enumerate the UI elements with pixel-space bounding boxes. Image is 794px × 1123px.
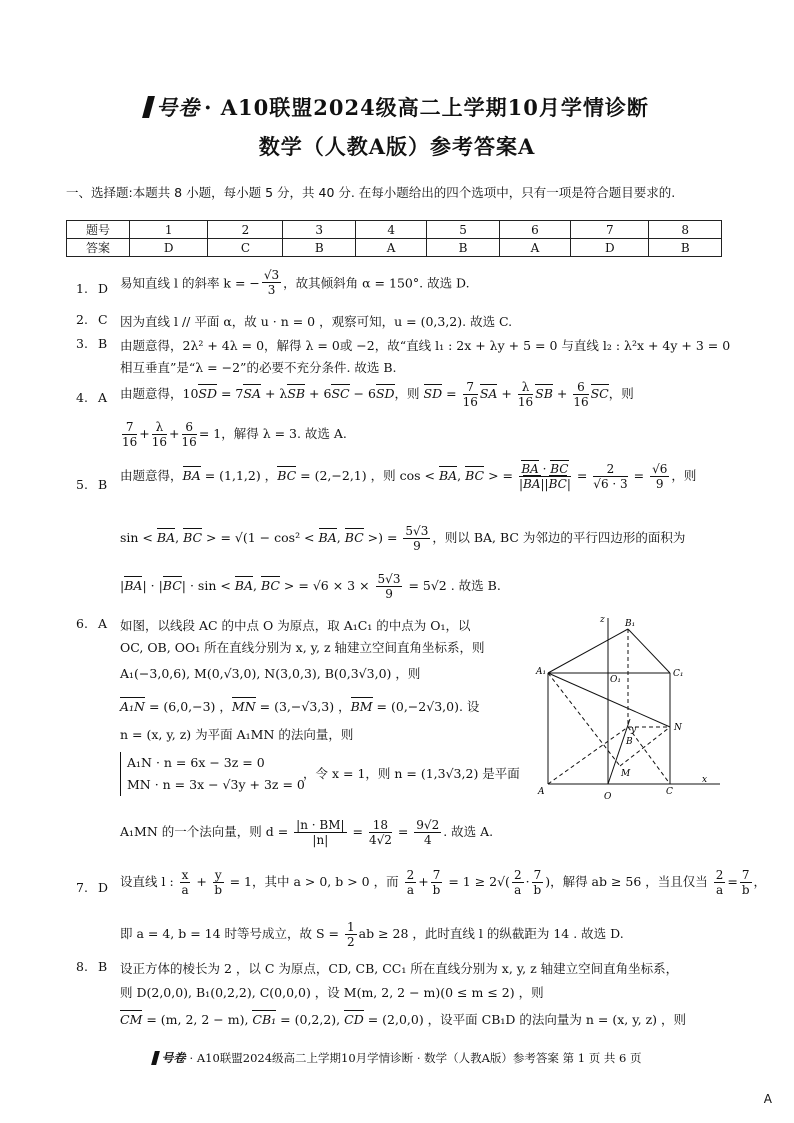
table-cell: D xyxy=(571,239,649,257)
q8-line3: CM = (m, 2, 2 − m), CB₁ = (0,2,2), CD = (2,0,0) ，设平面 CB₁D 的法向量为 n = (x, y, z) ，则 xyxy=(120,1012,687,1027)
table-cell: 6 xyxy=(499,221,570,239)
question-number: 5. xyxy=(76,477,88,492)
q8-line1: 设正方体的棱长为 2 ，以 C 为原点，CD, CB, CC₁ 所在直线分别为 x, y, z 轴建立空间直角坐标系， xyxy=(120,961,679,976)
label-N: N xyxy=(674,723,682,733)
question-number: 7. xyxy=(76,880,88,895)
page-title-line2: 数学（人教A版）参考答案A xyxy=(258,134,536,159)
table-cell: 8 xyxy=(649,221,722,239)
table-cell: B xyxy=(649,239,722,257)
question-number: 1. xyxy=(76,281,88,296)
question-answer: A xyxy=(98,616,108,631)
question-answer: B xyxy=(98,959,108,974)
q4-solution-line1: 由题意得，10SD = 7SA + λSB + 6SC − 6SD，则 SD = $\frac{7}{16}$ SA + $\frac{\lambda}{16}$ SB + $\frac{6}{16}$ SC，则 xyxy=(120,380,634,409)
question-number: 8. xyxy=(76,959,88,974)
q3-solution-line2: 相互垂直”是“λ = −2”的必要不充分条件. 故选 B. xyxy=(120,360,397,375)
table-cell: B xyxy=(427,239,499,257)
page-footer: 号卷 · A10联盟2024级高二上学期10月学情诊断 · 数学（人教A版）参考答案 第 1 页 共 6 页 xyxy=(0,1049,794,1066)
q5-solution-line2: sin < BA, BC > = √(1 − cos² < BA, BC >) = $\frac{5√3}{9}$ ，则以 BA, BC 为邻边的平行四边形的面积为 xyxy=(120,524,686,553)
label-x: x xyxy=(702,775,708,785)
label-C1: C₁ xyxy=(673,669,684,679)
section-heading: 一、选择题:本题共 8 小题，每小题 5 分，共 40 分. 在每小题给出的四个选项中，只有一项是符合题目要求的. xyxy=(66,185,676,200)
answer-table xyxy=(66,220,722,257)
table-cell: 2 xyxy=(208,221,283,239)
table-cell: 7 xyxy=(571,221,649,239)
question-answer: B xyxy=(98,477,108,492)
q6-line9: A₁MN 的一个法向量，则 d = $\frac{|n \cdot BM|}{|n|}$ = $\frac{18}{4√2}$ = $\frac{9√2}{4}$ . 故选 A. xyxy=(120,818,494,847)
q3-solution-line1: 由题意得，2λ² + 4λ = 0，解得 λ = 0或 −2，故“直线 l₁ : 2x + λy + 5 = 0 与直线 l₂ : λ²x + 4y + 3 = 0 xyxy=(120,338,731,353)
label-A1: A₁ xyxy=(536,667,547,677)
q5-solution-line3: |BA| · |BC| · sin < BA, BC > = √6 × 3 × $\frac{5√3}{9}$ = 5√2 . 故选 B. xyxy=(120,572,501,601)
table-cell: 3 xyxy=(283,221,355,239)
question-number: 4. xyxy=(76,390,88,405)
label-A: A xyxy=(538,787,545,797)
edge-A1B1 xyxy=(548,629,628,673)
label-O: O xyxy=(604,792,612,802)
table-cell: A xyxy=(499,239,570,257)
question-answer: C xyxy=(98,312,108,327)
table-cell: C xyxy=(208,239,283,257)
label-C: C xyxy=(666,787,673,797)
brand-logo: 号卷 xyxy=(153,1049,186,1066)
q8-line2: 则 D(2,0,0), B₁(0,2,2), C(0,0,0) ，设 M(m, 2, 2 − m)(0 ≤ m ≤ 2) ，则 xyxy=(120,985,544,1000)
label-y: y xyxy=(631,725,637,735)
row-label: 答案 xyxy=(67,239,130,257)
q4-solution-line2: $\frac{7}{16}$ + $\frac{\lambda}{16}$ + $\frac{6}{16}$ = 1，解得 λ = 3. 故选 A. xyxy=(122,420,347,449)
q1-solution: 易知直线 l 的斜率 k = − $\frac{√3}{3}$ ，故其倾斜角 α = 150°. 故选 D. xyxy=(120,268,470,297)
q2-solution: 因为直线 l // 平面 α，故 u · n = 0 ，观察可知，u = (0,3,2). 故选 C. xyxy=(120,314,513,329)
q5-solution-line1: 由题意得，BA = (1,1,2) ，BC = (2,−2,1) ，则 cos < BA, BC > = $\frac{BA \cdot BC}{|BA||BC|}$ = $\frac{2}{√6 \cdot 3}$ = $\frac{√6}{9}$ ，则 xyxy=(120,462,697,491)
q7-line2: 即 a = 4, b = 14 时等号成立，故 S = $\frac{1}{2}$ ab ≥ 28 ，此时直线 l 的纵截距为 14 . 故选 D. xyxy=(120,920,624,949)
q6-line5: n = (x, y, z) 为平面 A₁MN 的法向量，则 xyxy=(120,727,354,742)
table-row xyxy=(67,239,722,257)
q6-line4: A₁N = (6,0,−3) ，MN = (3,−√3,3) ，BM = (0,−2√3,0). 设 xyxy=(120,699,480,714)
q6-line8: ，令 x = 1，则 n = (1,3√3,2) 是平面 xyxy=(303,766,520,781)
brand-logo: 号卷 xyxy=(145,92,200,122)
label-z: z xyxy=(600,615,605,625)
page-version-mark: A xyxy=(763,1092,772,1106)
page-title-line1: 号卷 · A10联盟2024级高二上学期10月学情诊断 xyxy=(0,92,794,122)
question-number: 6. xyxy=(76,616,88,631)
prism-figure xyxy=(530,614,730,804)
q6-line1: 如图，以线段 AC 的中点 O 为原点，取 A₁C₁ 的中点为 O₁，以 xyxy=(120,618,471,633)
question-answer: D xyxy=(98,281,109,296)
row-label: 题号 xyxy=(67,221,130,239)
table-cell: 1 xyxy=(130,221,208,239)
q6-line2: OC, OB, OO₁ 所在直线分别为 x, y, z 轴建立空间直角坐标系，则 xyxy=(120,640,485,655)
question-answer: A xyxy=(98,390,108,405)
q6-line3: A₁(−3,0,6), M(0,√3,0), N(3,0,3), B(0,3√3,0) ，则 xyxy=(120,666,421,681)
question-number: 2. xyxy=(76,312,88,327)
table-cell: B xyxy=(283,239,355,257)
q6-system: A₁N · n = 6x − 3z = 0 MN · n = 3x − √3y + 3z = 0 xyxy=(120,752,305,796)
question-answer: D xyxy=(98,880,109,895)
question-answer: B xyxy=(98,336,108,351)
label-M: M xyxy=(621,769,631,779)
edge-B1C1 xyxy=(628,629,670,673)
table-row xyxy=(67,221,722,239)
q7-line1: 设直线 l : $\frac{x}{a}$ + $\frac{y}{b}$ = 1，其中 a > 0, b > 0 ，而 $\frac{2}{a}$ + $\frac{7}{b}$ = 1 ≥ 2√( $\frac{2}{a}$ · $\frac{7}{b}$ )，解得 ab ≥ 56 ，当且仅当 $\frac{2}{a}$ = $\frac{7}{b}$ ， xyxy=(120,868,767,897)
question-number: 3. xyxy=(76,336,88,351)
label-B1: B₁ xyxy=(625,619,636,629)
table-cell: 5 xyxy=(427,221,499,239)
table-cell: D xyxy=(130,239,208,257)
label-O1: O₁ xyxy=(610,675,621,685)
table-cell: 4 xyxy=(355,221,426,239)
table-cell: A xyxy=(355,239,426,257)
label-B: B xyxy=(626,737,633,747)
edge-A1N xyxy=(548,673,670,727)
